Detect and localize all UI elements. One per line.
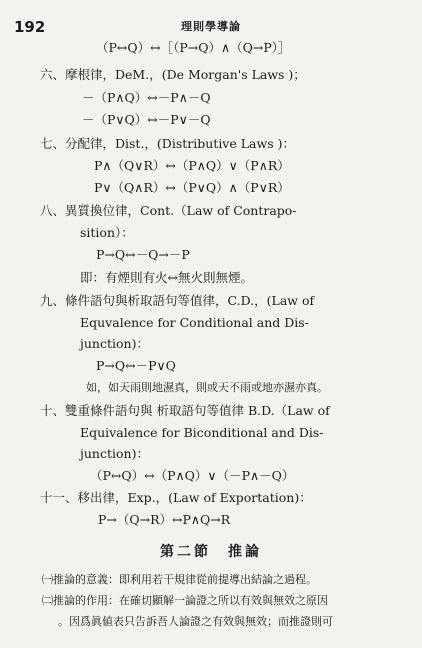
- text-line-6: P∧（Q∨R）↔（P∧Q）∨（P∧R）: [94, 158, 290, 173]
- text-line-11: 即：有煙則有火↔無火則無煙。: [80, 270, 253, 285]
- text-line-4: －（P∨Q）↔－P∨－Q: [82, 112, 211, 127]
- text-line-18: Equivalence for Biconditional and Dis-: [80, 425, 324, 440]
- section-title: 第二節 推論: [160, 544, 262, 560]
- law-eleven-heading: 十一、移出律，Exp.，(Law of Exportation)：: [40, 490, 312, 505]
- text-line-10: P→Q↔－Q→－P: [96, 247, 190, 262]
- closing-line-1: ㈠推論的意義：即利用若干規律從前提導出結論之過程。: [42, 573, 317, 586]
- text-line-19: junction)：: [80, 446, 149, 461]
- text-line-14: junction)：: [80, 336, 149, 351]
- law-six-heading: 六、摩根律，DeM.，(De Morgan's Laws )；: [40, 67, 306, 82]
- page-number: 192: [14, 18, 46, 36]
- text-line-16: 如，如天雨則地濕真，則或天不雨或地亦濕亦真。: [86, 381, 328, 394]
- running-title: 理則學導論: [181, 20, 241, 33]
- text-line-9: sition）：: [80, 225, 134, 240]
- law-eight-heading: 八、異質換位律，Cont.（Law of Contrapo-: [40, 203, 297, 218]
- closing-line-2: ㈡推論的作用：在確切顯解一論證之所以有效與無效之原因: [42, 594, 328, 607]
- text-line-7: P∨（Q∧R）↔（P∨Q）∧（P∨R）: [94, 180, 290, 195]
- text-line-3: －（P∧Q）↔－P∧－Q: [82, 90, 211, 105]
- text-line-13: Equvalence for Conditional and Dis-: [80, 315, 309, 330]
- text-line-20: （P↔Q）↔（P∧Q）∨（－P∧－Q）: [90, 468, 295, 483]
- law-seven-heading: 七、分配律，Dist.，(Distributive Laws )：: [40, 136, 295, 151]
- text-line-1: （P↔Q）↔［（P→Q）∧（Q→P）］: [96, 40, 291, 55]
- text-line-22: P→（Q→R）↔P∧Q→R: [98, 512, 231, 527]
- law-nine-heading: 九、條件語句與析取語句等值律，C.D.，(Law of: [40, 293, 315, 308]
- law-ten-heading: 十、雙重條件語句與 析取語句等值律 B.D.（Law of: [40, 403, 330, 418]
- text-line-15: P→Q↔－P∨Q: [96, 358, 176, 373]
- closing-line-3: 。因爲眞値表只告訴吾人論證之有效與無效；而推證則可: [58, 615, 333, 628]
